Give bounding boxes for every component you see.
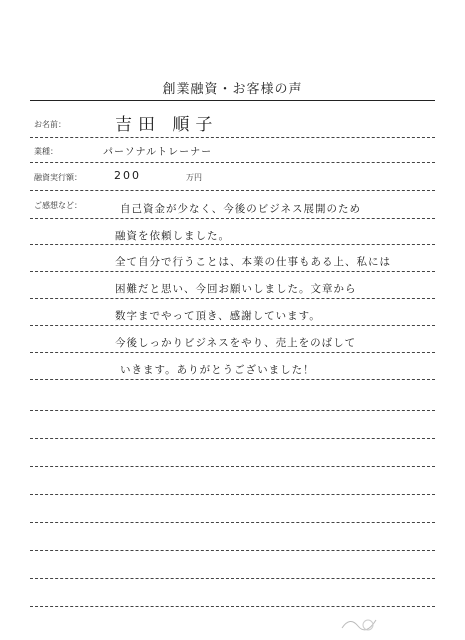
comment-rule	[30, 218, 435, 219]
comment-line-7: いきます。ありがとうございました！	[120, 364, 315, 376]
comment-rule	[30, 522, 435, 523]
job-row-line	[30, 162, 435, 163]
comment-rule	[30, 466, 435, 467]
comment-rule	[30, 606, 435, 607]
comment-rule	[30, 379, 435, 380]
comment-rule	[30, 271, 435, 272]
form-title: 創業融資・お客様の声	[162, 82, 303, 97]
comment-line-5: 数字までやって頂き、感謝しています。	[115, 310, 321, 322]
comment-line-2: 融資を依頼しました。	[115, 230, 230, 242]
amount-unit: 万円	[186, 173, 202, 182]
faint-stamp-mark	[338, 612, 382, 632]
comment-rule	[30, 438, 435, 439]
comment-rule	[30, 352, 435, 353]
comment-rule	[30, 244, 435, 245]
name-label: お名前：	[34, 120, 66, 129]
name-row-line	[30, 137, 435, 138]
comment-rule	[30, 325, 435, 326]
comment-rule	[30, 494, 435, 495]
amount-row-line	[30, 190, 435, 191]
top-rule	[30, 100, 435, 101]
comment-label: ご感想など：	[34, 201, 82, 210]
comment-rule	[30, 298, 435, 299]
amount-label: 融資実行額：	[34, 173, 82, 182]
comment-line-4: 困難だと思い、今回お願いしました。文章から	[115, 283, 357, 295]
comment-line-6: 今後しっかりビジネスをやり、売上をのばして	[115, 337, 357, 349]
comment-rule	[30, 578, 435, 579]
comment-rule	[30, 550, 435, 551]
amount-value: 200	[114, 169, 141, 182]
job-label: 業種：	[34, 147, 58, 156]
comment-line-3: 全て自分で行うことは、本業の仕事もある上、私には	[115, 256, 391, 268]
comment-rule	[30, 410, 435, 411]
name-value: 吉田 順子	[115, 115, 219, 135]
comment-line-1: 自己資金が少なく、今後のビジネス展開のため	[120, 203, 361, 215]
job-value: パーソナルトレーナー	[103, 147, 213, 158]
